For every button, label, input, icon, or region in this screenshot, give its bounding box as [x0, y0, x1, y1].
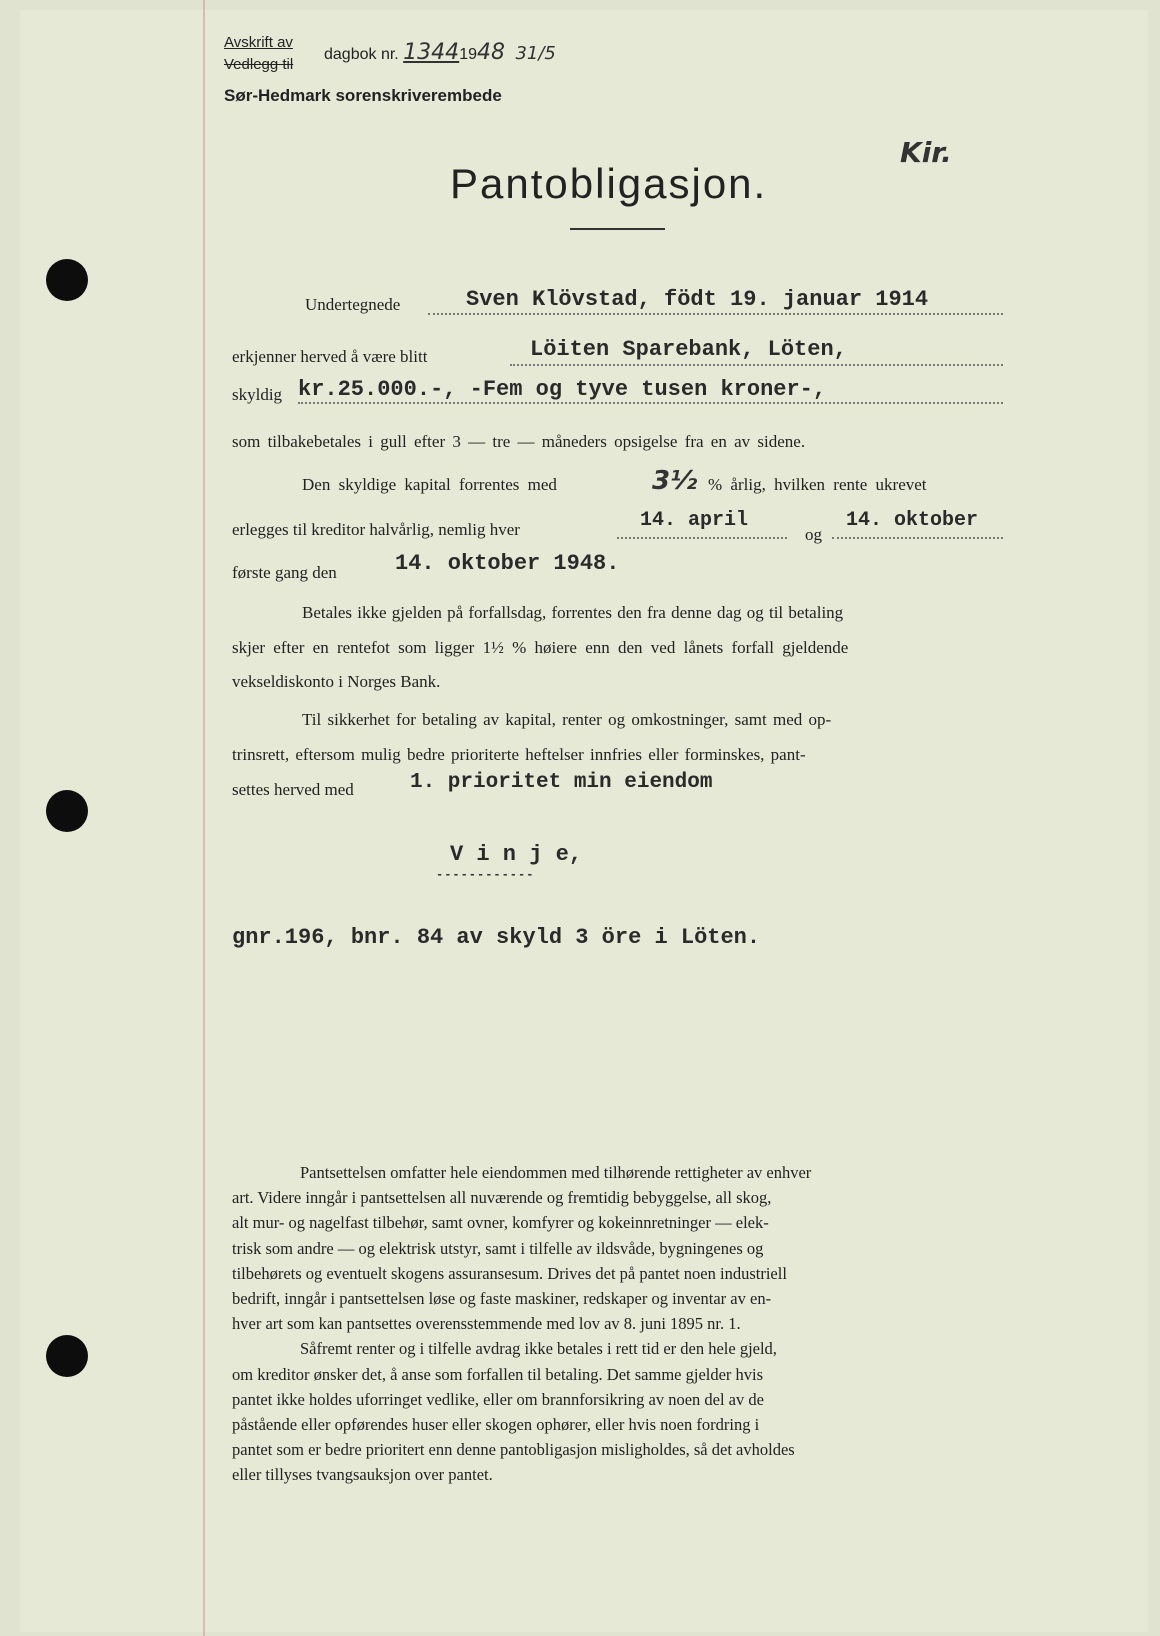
header-date: 31/5 — [515, 43, 556, 64]
erlegges-label: erlegges til kreditor halvårlig, nemlig hver — [232, 520, 520, 539]
terms-line: trisk som andre — og elektrisk utstyr, samt i tilfelle av ildsvåde, bygningenes og — [232, 1238, 764, 1258]
year-suffix: 48 — [476, 40, 505, 65]
margin-rule — [203, 0, 205, 1636]
erkjenner-value: Löiten Sparebank, Löten, — [530, 337, 847, 362]
undertegnede-label: Undertegnede — [305, 295, 401, 314]
terms-line: bedrift, inngår i pantsettelsen løse og faste maskiner, redskaper og inventar av en- — [232, 1289, 772, 1309]
sikkerhet-line-3-label: settes herved med — [232, 780, 354, 799]
terms-line: tilbehørets og eventuelt skogens assuransesum. Drives det på pantet noen industriell — [232, 1263, 787, 1283]
terms-line: pantet ikke holdes uforringet vedlike, eller om brannforsikring av noen del av de — [232, 1389, 764, 1409]
header-avskrift — [224, 34, 293, 51]
date2-dots — [832, 537, 1003, 539]
betales-line-3: vekseldiskonto i Norges Bank. — [232, 672, 441, 691]
property-description: gnr.196, bnr. 84 av skyld 3 öre i Löten. — [232, 925, 761, 950]
erkjenner-label: erkjenner herved å være blitt — [232, 347, 428, 366]
undertegnede-value: Sven Klövstad, födt 19. januar 1914 — [466, 287, 929, 312]
punch-hole-top — [46, 259, 88, 301]
avskrift-label: Avskrift av — [224, 34, 293, 51]
skyldig-label: skyldig — [232, 385, 283, 404]
property-name: V i n j e, — [450, 842, 583, 867]
undertegnede-dots — [428, 313, 1003, 315]
dagbok-number: 1344 — [403, 40, 460, 65]
sikkerhet-line-3-value: 1. prioritet min eiendom — [410, 771, 713, 794]
date1-value: 14. april — [640, 509, 749, 532]
terms-block — [232, 1160, 1000, 1488]
punch-hole-bottom — [46, 1335, 88, 1377]
betales-line-2: skjer efter en rentefot som ligger 1½ % høiere enn den ved lånets forfall gjeldende — [232, 638, 849, 657]
terms-line: påstående eller opførendes huser eller skogen ophører, eller hvis noen fordring i — [232, 1415, 760, 1435]
forste-value: 14. oktober 1948. — [395, 551, 620, 576]
sikkerhet-line-1: Til sikkerhet for betaling av kapital, renter og omkostninger, samt med op- — [302, 710, 832, 729]
header-office: Sør-Hedmark sorenskriverembede — [224, 86, 502, 105]
punch-hole-middle — [46, 790, 88, 832]
title-rule — [570, 228, 665, 230]
date1-dots — [617, 537, 787, 539]
date2-value: 14. oktober — [846, 509, 979, 532]
og-label: og — [805, 525, 822, 544]
year-prefix: 19 — [459, 46, 477, 63]
terms-line: art. Videre inngår i pantsettelsen all nuværende og fremtidig bebyggelse, all skog, — [232, 1188, 772, 1208]
rente-pre: Den skyldige kapital forrentes med — [302, 475, 557, 494]
terms-line: pantet som er bedre prioritert enn denne pantobligasjon misligholdes, så det avholdes — [232, 1440, 795, 1460]
erkjenner-dots — [510, 364, 1003, 366]
sikkerhet-line-2: trinsrett, eftersom mulig bedre prioriterte heftelser innfries eller forminskes, pant- — [232, 745, 806, 764]
forste-label: første gang den — [232, 563, 337, 582]
terms-line: eller tillyses tvangsauksjon over pantet. — [232, 1465, 493, 1485]
header-vedlegg: Vedlegg til — [224, 56, 294, 73]
rente-value: 3½ — [652, 466, 698, 496]
dagbok-label: dagbok nr. — [324, 46, 399, 63]
terms-line: alt mur- og nagelfast tilbehør, samt ovner, komfyrer og kokeinnretninger — elek- — [232, 1213, 769, 1233]
terms-line: Såfremt renter og i tilfelle avdrag ikke betales i rett tid er den hele gjeld, — [300, 1339, 777, 1359]
header-dagbok — [324, 40, 556, 65]
betales-line-1: Betales ikke gjelden på forfallsdag, forrentes den fra denne dag og til betaling — [302, 603, 844, 622]
skyldig-value: kr.25.000.-, -Fem og tyve tusen kroner-, — [298, 377, 827, 402]
rente-post: % årlig, hvilken rente ukrevet — [708, 475, 927, 494]
tilbake-text: som tilbakebetales i gull efter 3 — tre — måneders opsigelse fra en av sidene. — [232, 432, 806, 451]
document-title: Pantobligasjon. — [450, 160, 768, 207]
skyldig-dots — [298, 402, 1003, 404]
margin-note: Kir. — [900, 136, 952, 169]
terms-line: Pantsettelsen omfatter hele eiendommen med tilhørende rettigheter av enhver — [300, 1163, 812, 1182]
terms-line: om kreditor ønsker det, å anse som forfallen til betaling. Det samme gjelder hvis — [232, 1364, 764, 1384]
terms-line: hver art som kan pantsettes overensstemmende med lov av 8. juni 1895 nr. 1. — [232, 1314, 741, 1334]
property-underline: ------------ — [436, 868, 535, 882]
